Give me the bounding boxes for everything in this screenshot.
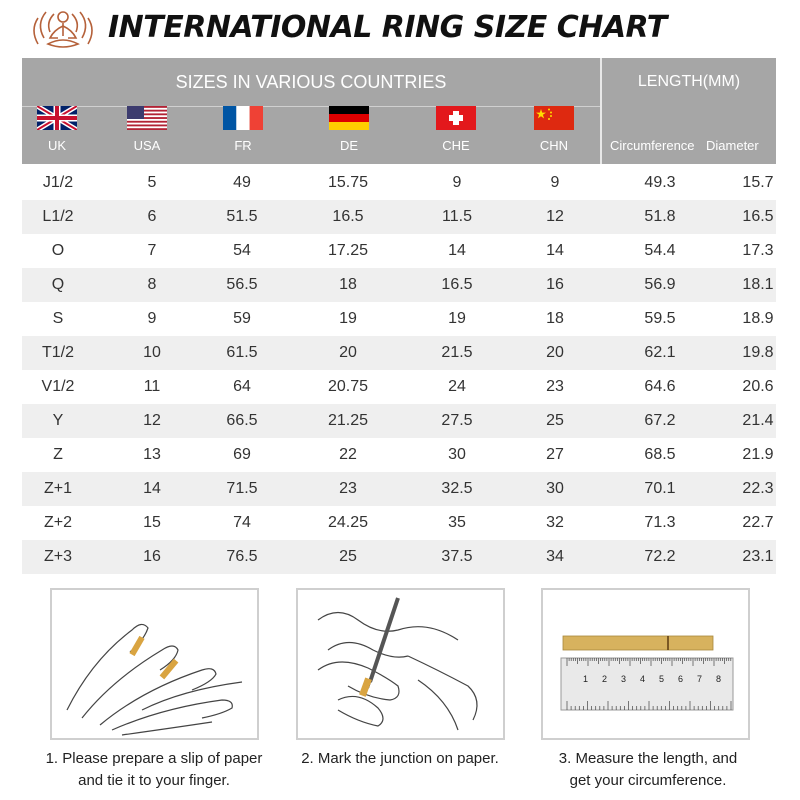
table-cell: 59.5 <box>644 310 676 327</box>
table-cell: 54.4 <box>644 242 676 259</box>
caption-line: and tie it to your finger. <box>78 772 230 789</box>
country-usa <box>112 106 182 164</box>
table-cell: 19.8 <box>742 344 774 361</box>
table-row <box>22 166 776 200</box>
table-header <box>22 58 776 164</box>
table-cell: 23.1 <box>742 548 774 565</box>
country-label: USA <box>133 138 161 153</box>
table-cell: 11 <box>143 378 161 395</box>
table-cell: 20.75 <box>327 378 369 395</box>
table-cell: 8 <box>147 276 157 293</box>
table-cell: 9 <box>452 174 462 191</box>
table-cell: 54 <box>233 242 251 259</box>
table-cell: 64.6 <box>644 378 676 395</box>
table-cell: 22 <box>339 446 357 463</box>
table-cell: 30 <box>448 446 466 463</box>
table-row <box>22 404 776 438</box>
table-cell: 24 <box>448 378 466 395</box>
table-cell: 17.3 <box>742 242 774 259</box>
table-cell: 9 <box>147 310 157 327</box>
table-row <box>22 506 776 540</box>
ruler-number: 5 <box>659 674 665 684</box>
table-cell: 10 <box>143 344 161 361</box>
table-cell: 64 <box>233 378 251 395</box>
ruler-number: 7 <box>697 674 703 684</box>
table-cell: 14 <box>143 480 161 497</box>
step-2-illustration <box>296 588 505 740</box>
table-cell: 49.3 <box>644 174 676 191</box>
table-cell: 49 <box>233 174 251 191</box>
table-cell: 15.75 <box>327 174 369 191</box>
switzerland-flag-icon <box>436 106 476 130</box>
table-cell: 16 <box>143 548 161 565</box>
table-cell: 71.5 <box>226 480 258 497</box>
sizes-group-header: SIZES IN VARIOUS COUNTRIES <box>22 58 600 107</box>
step-3-caption <box>528 748 768 792</box>
uk-flag-icon <box>37 106 77 130</box>
table-cell: 17.25 <box>327 242 369 259</box>
table-row <box>22 438 776 472</box>
country-label: CHN <box>539 138 569 153</box>
ruler-number: 8 <box>716 674 722 684</box>
germany-flag-icon <box>329 106 369 130</box>
table-cell: 34 <box>546 548 564 565</box>
table-cell: 5 <box>147 174 157 191</box>
france-flag-icon <box>223 106 263 130</box>
table-cell: 67.2 <box>644 412 676 429</box>
ruler-number: 1 <box>583 674 589 684</box>
page-title: INTERNATIONAL RING SIZE CHART <box>108 10 667 45</box>
table-cell: 21.5 <box>441 344 473 361</box>
table-row <box>22 302 776 336</box>
table-cell: 14 <box>448 242 466 259</box>
diameter-header: Diameter <box>706 138 759 153</box>
table-cell: 16.5 <box>742 208 774 225</box>
ruler-number: 2 <box>602 674 608 684</box>
country-de <box>314 106 384 164</box>
meditation-figure-icon <box>28 8 98 54</box>
header <box>0 0 800 58</box>
table-cell: 30 <box>546 480 564 497</box>
country-uk <box>22 106 92 164</box>
table-cell: S <box>52 310 64 327</box>
table-cell: 25 <box>546 412 564 429</box>
table-cell: T1/2 <box>41 344 74 361</box>
table-cell: Z+3 <box>43 548 72 565</box>
table-cell: 71.3 <box>644 514 676 531</box>
step-1-illustration <box>50 588 259 740</box>
table-cell: 27 <box>546 446 564 463</box>
country-fr <box>208 106 278 164</box>
country-label: DE <box>339 138 359 153</box>
table-row <box>22 268 776 302</box>
table-cell: 23 <box>546 378 564 395</box>
table-row <box>22 540 776 574</box>
circumference-header: Circumference <box>610 138 695 153</box>
step-1-caption <box>34 748 274 792</box>
table-cell: L1/2 <box>42 208 74 225</box>
caption-line: 3. Measure the length, and <box>558 750 738 767</box>
table-cell: 11.5 <box>442 208 472 225</box>
table-cell: O <box>51 242 65 259</box>
table-cell: 20 <box>546 344 564 361</box>
country-chn <box>519 106 589 164</box>
table-cell: 22.3 <box>742 480 774 497</box>
table-cell: 72.2 <box>644 548 676 565</box>
table-cell: 25 <box>339 548 357 565</box>
table-cell: 13 <box>143 446 161 463</box>
table-cell: 7 <box>147 242 157 259</box>
table-cell: 18.1 <box>742 276 774 293</box>
table-row <box>22 234 776 268</box>
table-cell: 59 <box>233 310 251 327</box>
table-row <box>22 370 776 404</box>
table-row <box>22 336 776 370</box>
table-cell: 15.7 <box>742 174 774 191</box>
table-row <box>22 472 776 506</box>
table-cell: 18 <box>546 310 564 327</box>
table-cell: 19 <box>339 310 357 327</box>
table-cell: Z+2 <box>43 514 72 531</box>
usa-flag-icon <box>127 106 167 130</box>
country-che <box>421 106 491 164</box>
table-cell: 16.5 <box>332 208 364 225</box>
table-cell: 70.1 <box>644 480 676 497</box>
table-cell: 24.25 <box>327 514 369 531</box>
table-cell: Q <box>51 276 65 293</box>
table-cell: 74 <box>233 514 251 531</box>
country-label: CHE <box>442 138 470 153</box>
table-cell: 61.5 <box>226 344 258 361</box>
table-cell: 62.1 <box>644 344 676 361</box>
table-cell: 66.5 <box>226 412 258 429</box>
table-cell: V1/2 <box>41 378 75 395</box>
hand-marking-pen-icon <box>298 590 503 738</box>
table-cell: 69 <box>233 446 251 463</box>
caption-line: 1. Please prepare a slip of paper <box>45 750 263 767</box>
table-cell: 21.25 <box>327 412 369 429</box>
table-cell: 51.8 <box>644 208 676 225</box>
ruler-number: 3 <box>621 674 627 684</box>
table-cell: 12 <box>143 412 161 429</box>
table-cell: 21.4 <box>742 412 774 429</box>
table-cell: 23 <box>339 480 357 497</box>
table-cell: Z <box>53 446 63 463</box>
table-cell: 18.9 <box>742 310 774 327</box>
hand-with-paper-slip-icon <box>52 590 257 738</box>
country-label: FR <box>234 138 252 153</box>
table-cell: 9 <box>550 174 560 191</box>
table-cell: 68.5 <box>644 446 676 463</box>
table-cell: J1/2 <box>42 174 74 191</box>
china-flag-icon <box>534 106 574 130</box>
country-label: UK <box>47 138 67 153</box>
table-cell: 18 <box>339 276 357 293</box>
ruler-number: 4 <box>640 674 646 684</box>
caption-line: 2. Mark the junction on paper. <box>301 750 499 767</box>
table-cell: 12 <box>546 208 564 225</box>
table-cell: 56.9 <box>644 276 676 293</box>
length-group-header: LENGTH(MM) <box>637 73 741 90</box>
table-cell: Y <box>52 412 64 429</box>
table-cell: 37.5 <box>441 548 473 565</box>
ruler-measure-icon <box>543 590 748 738</box>
table-cell: 22.7 <box>742 514 774 531</box>
table-cell: 27.5 <box>441 412 473 429</box>
table-cell: Z+1 <box>43 480 72 497</box>
table-cell: 32 <box>546 514 564 531</box>
table-cell: 35 <box>448 514 466 531</box>
table-row <box>22 200 776 234</box>
step-3-illustration <box>541 588 750 740</box>
table-cell: 19 <box>448 310 466 327</box>
table-cell: 21.9 <box>742 446 774 463</box>
table-cell: 15 <box>143 514 161 531</box>
table-cell: 14 <box>546 242 564 259</box>
table-cell: 20 <box>339 344 357 361</box>
table-cell: 56.5 <box>226 276 258 293</box>
table-cell: 16 <box>546 276 564 293</box>
table-cell: 6 <box>147 208 157 225</box>
table-cell: 32.5 <box>441 480 473 497</box>
table-cell: 76.5 <box>226 548 258 565</box>
table-cell: 16.5 <box>441 276 473 293</box>
table-cell: 20.6 <box>742 378 774 395</box>
ruler-number: 6 <box>678 674 684 684</box>
caption-line: get your circumference. <box>569 772 727 789</box>
table-cell: 51.5 <box>226 208 258 225</box>
step-2-caption <box>280 748 520 770</box>
